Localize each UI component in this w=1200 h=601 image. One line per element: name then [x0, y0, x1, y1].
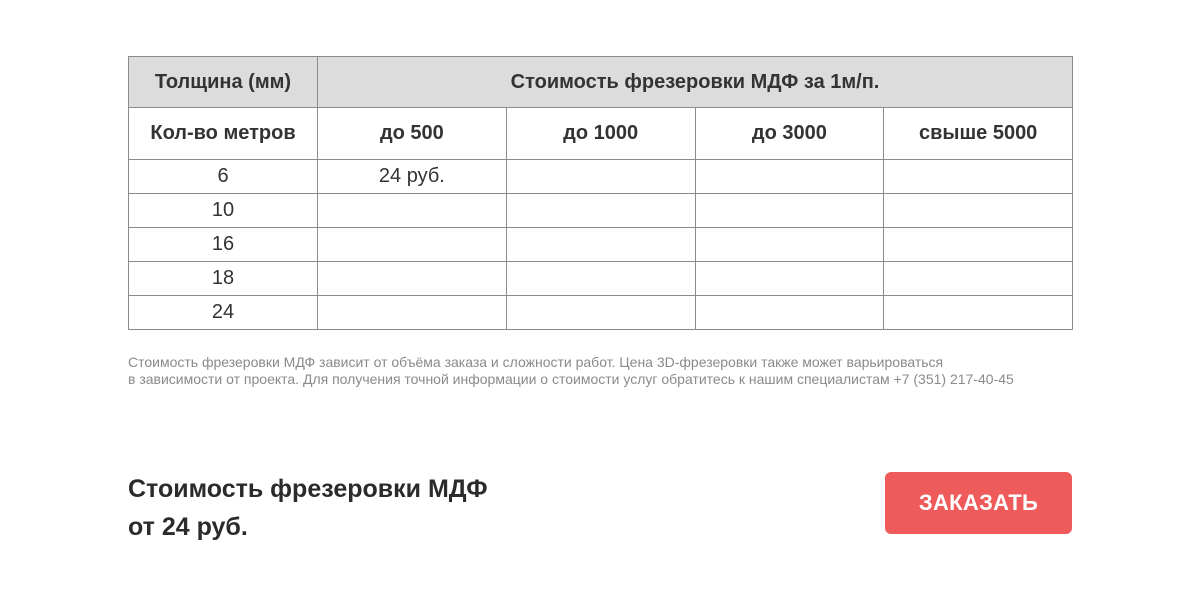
price-cell [884, 262, 1073, 296]
price-cell [695, 160, 884, 194]
price-cell [884, 160, 1073, 194]
table-row [129, 296, 1073, 330]
pricing-note-line: Стоимость фрезеровки МДФ зависит от объёма заказа и сложности работ. Цена 3D-фрезеровки также может варьироваться [128, 354, 944, 370]
quantity-column-header: до 500 [318, 108, 507, 160]
price-summary [128, 470, 488, 546]
pricing-note-line: в зависимости от проекта. Для получения точной информации о стоимости услуг обратитесь к нашим специалистам +7 (351) 217-40-45 [128, 371, 1014, 387]
price-cell [695, 296, 884, 330]
pricing-note [128, 354, 1088, 388]
table-subheader-row [129, 108, 1073, 160]
table-row [129, 262, 1073, 296]
table-row [129, 160, 1073, 194]
price-cell [695, 262, 884, 296]
price-cell [318, 262, 507, 296]
price-cell: 24 руб. [318, 160, 507, 194]
price-cell [318, 228, 507, 262]
quantity-column-header: до 1000 [506, 108, 695, 160]
thickness-header: Толщина (мм) [129, 57, 318, 108]
price-summary-value: от 24 руб. [128, 513, 248, 541]
thickness-cell: 18 [129, 262, 318, 296]
price-cell [695, 194, 884, 228]
thickness-cell: 16 [129, 228, 318, 262]
price-cell [695, 228, 884, 262]
price-cell [318, 194, 507, 228]
table-row [129, 194, 1073, 228]
price-cell [506, 160, 695, 194]
price-cell [884, 194, 1073, 228]
price-cell [506, 262, 695, 296]
thickness-cell: 24 [129, 296, 318, 330]
price-cell [318, 296, 507, 330]
price-cell [506, 228, 695, 262]
quantity-column-header: до 3000 [695, 108, 884, 160]
thickness-cell: 10 [129, 194, 318, 228]
table-header-row [129, 57, 1073, 108]
quantity-column-header: свыше 5000 [884, 108, 1073, 160]
price-cell [506, 194, 695, 228]
meters-header: Кол-во метров [129, 108, 318, 160]
order-button[interactable]: ЗАКАЗАТЬ [885, 472, 1072, 534]
price-table [128, 56, 1073, 330]
thickness-cell: 6 [129, 160, 318, 194]
price-cell [884, 228, 1073, 262]
price-title-header: Стоимость фрезеровки МДФ за 1м/п. [318, 57, 1073, 108]
price-cell [884, 296, 1073, 330]
table-row [129, 228, 1073, 262]
price-summary-title: Стоимость фрезеровки МДФ [128, 475, 488, 503]
price-cell [506, 296, 695, 330]
